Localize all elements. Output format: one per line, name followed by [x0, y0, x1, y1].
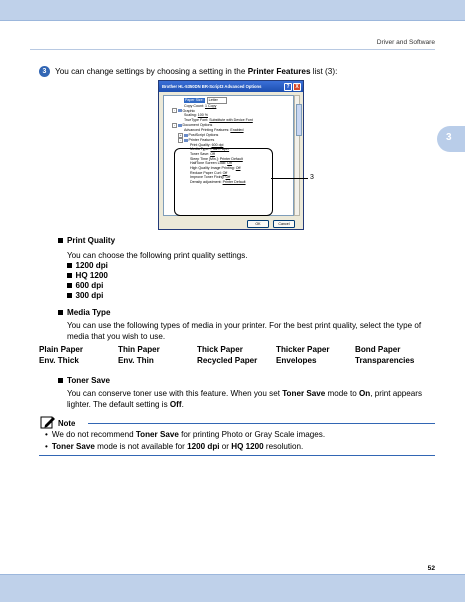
media-cell: Recycled Paper [197, 356, 258, 365]
collapse-icon[interactable]: - [174, 108, 175, 113]
chapter-tab-number: 3 [446, 132, 452, 143]
tree-row-value[interactable]: Off [222, 170, 228, 175]
media-type-intro: You can use the following types of media in your printer. For the best print quality, select the type of media that you wish to use. [67, 321, 422, 341]
tree-row-label: PostScript Options [188, 132, 219, 137]
media-cell: Thin Paper [118, 345, 160, 354]
print-quality-intro: You can choose the following print quality settings. [67, 251, 248, 260]
tree-row-label: Printer Features [188, 137, 215, 142]
section-title: Driver and Software [376, 39, 435, 46]
note-bottom-rule [39, 455, 435, 456]
step-text: You can change settings by choosing a setting in the Printer Features list (3): [55, 67, 338, 76]
tree-row-label: Media Type: [190, 147, 210, 152]
bottom-banner [0, 574, 465, 602]
folder-icon [178, 124, 182, 127]
bullet-square-icon [58, 378, 63, 383]
tree-row-label: Document Options [182, 122, 213, 127]
collapse-icon[interactable]: - [174, 122, 175, 127]
tree-row-value[interactable]: Off [235, 166, 241, 171]
cancel-button[interactable]: Cancel [273, 220, 295, 228]
callout-leader-line [271, 178, 308, 179]
bottom-banner-rule [0, 574, 465, 575]
media-cell: Env. Thick [39, 356, 79, 365]
media-cell: Env. Thin [118, 356, 154, 365]
ok-button[interactable]: OK [247, 220, 269, 228]
note-label: Note [58, 419, 76, 428]
tree-row-value[interactable]: Off [225, 175, 231, 180]
media-row [39, 356, 435, 367]
printer-features-callout [174, 148, 273, 216]
tree-row-value[interactable]: Printer Default [222, 180, 246, 185]
list-item: 1200 dpi [67, 261, 108, 270]
tree-row-label: Print Quality: [190, 142, 211, 147]
print-quality-heading: Print Quality [58, 236, 115, 245]
tree-row-value[interactable]: 100 % [197, 113, 208, 118]
scrollbar-thumb[interactable] [296, 104, 302, 136]
note-pencil-icon [40, 415, 56, 429]
chapter-tab [437, 126, 465, 152]
tree-row-value[interactable]: Enabled [230, 127, 244, 132]
tree-row-label: Paper Size: [185, 98, 204, 102]
tree-row-label: Reduce Paper Curl: [190, 170, 222, 175]
tree-row[interactable] [164, 97, 293, 104]
step-3 [39, 66, 337, 77]
tree-row-label: Density adjustment: [190, 180, 222, 185]
expand-icon[interactable]: + [179, 132, 182, 137]
tree-row-value[interactable]: Substitute with Device Font [209, 118, 253, 123]
tree-row-value[interactable]: On [227, 161, 232, 166]
tree-row-value[interactable]: 1 Copy [204, 103, 217, 108]
top-banner-rule [0, 20, 465, 21]
top-banner [0, 0, 465, 20]
tree-row-label: Advanced Printing Features: [184, 127, 230, 132]
toner-save-description: You can conserve toner use with this feature. When you set Toner Save mode to On, print appears lighter. The default setting is Off. [67, 389, 423, 409]
note-item: • We do not recommend Toner Save for printing Photo or Gray Scale images. [45, 430, 326, 439]
dialog-title-bar [159, 81, 303, 92]
bullet-square-icon [67, 283, 72, 288]
tree-row-label: Improve Toner Fixing: [190, 175, 225, 180]
bullet-square-icon [67, 273, 72, 278]
bullet-dot-icon: • [45, 442, 48, 451]
toner-save-heading: Toner Save [58, 376, 110, 385]
dialog-title: Brother HL-5350DN BR-Script3 Advanced Options [162, 84, 262, 89]
media-cell: Envelopes [276, 356, 317, 365]
close-button[interactable]: X [293, 83, 301, 91]
media-row [39, 345, 435, 356]
tree-row-label: Copy Count: [184, 103, 204, 108]
tree-row-label: High Quality Image Printing: [190, 166, 235, 171]
list-item: HQ 1200 [67, 271, 108, 280]
list-item: 600 dpi [67, 281, 103, 290]
tree-row-label: Graphic [182, 108, 196, 113]
media-cell: Plain Paper [39, 345, 84, 354]
media-type-heading: Media Type [58, 308, 110, 317]
folder-icon [184, 139, 188, 142]
tree-row-label: TrueType Font: [184, 118, 209, 123]
tree-row-value[interactable]: Letter [207, 97, 227, 104]
bullet-square-icon [67, 293, 72, 298]
tree-row-value[interactable]: Plain Paper [210, 147, 230, 152]
step-number-badge: 3 [39, 66, 50, 77]
tree-row-value[interactable]: Off [210, 151, 215, 156]
media-cell: Bond Paper [355, 345, 401, 354]
media-cell: Thicker Paper [276, 345, 330, 354]
tree-row-label: Toner Save: [190, 151, 210, 156]
media-type-table [39, 345, 435, 367]
tree-scrollbar[interactable] [294, 95, 300, 216]
bullet-square-icon [58, 310, 63, 315]
callout-number: 3 [310, 174, 314, 181]
tree-row-label: HalfTone Screen Lock: [190, 161, 227, 166]
bullet-square-icon [67, 263, 72, 268]
collapse-icon[interactable]: - [180, 137, 181, 142]
header-divider [30, 49, 435, 50]
media-cell: Thick Paper [197, 345, 243, 354]
help-button[interactable]: ? [284, 83, 292, 91]
tree-row-label: Scaling: [184, 113, 197, 118]
tree-row-value[interactable]: 600 dpi [211, 142, 224, 147]
note-top-rule [88, 423, 435, 424]
page-number: 52 [427, 565, 435, 572]
tree-row-value[interactable]: Printer Default [219, 156, 243, 161]
note-item: • Toner Save mode is not available for 1200 dpi or HQ 1200 resolution. [45, 442, 304, 451]
list-item: 300 dpi [67, 291, 103, 300]
bullet-square-icon [58, 238, 63, 243]
folder-icon [178, 109, 182, 112]
folder-icon [184, 134, 188, 137]
bullet-dot-icon: • [45, 430, 48, 439]
tree-row-label: Sleep Time [Min.]: [190, 156, 219, 161]
media-cell: Transparencies [355, 356, 415, 365]
